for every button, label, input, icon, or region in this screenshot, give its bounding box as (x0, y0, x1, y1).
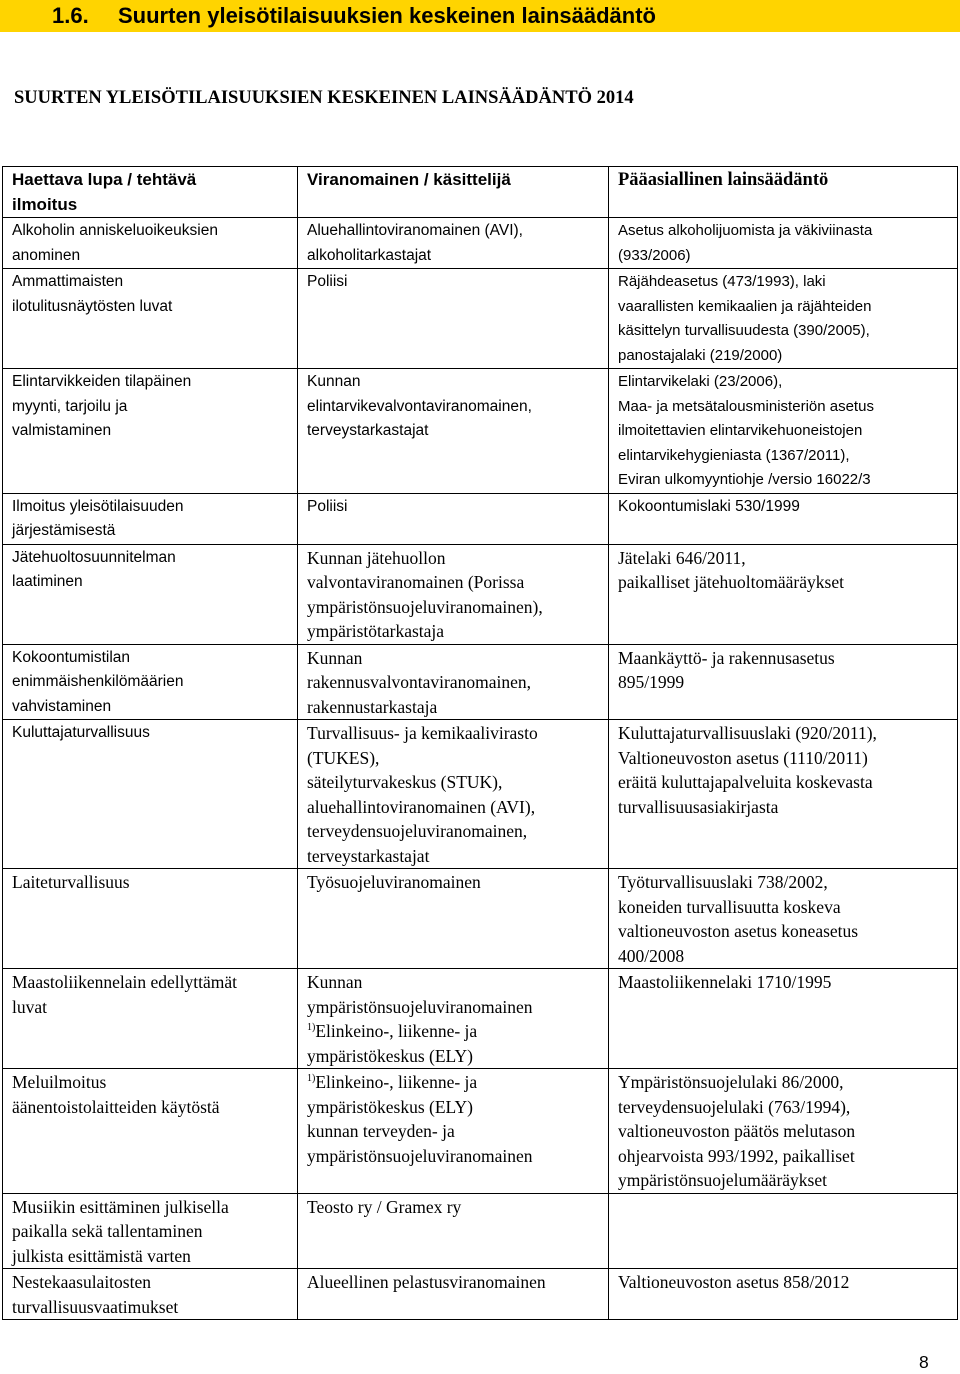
cell-legislation (609, 969, 958, 1069)
cell-line: Maastoliikennelaki 1710/1995 (618, 972, 832, 992)
page-number: 8 (919, 1352, 929, 1372)
cell-authority (298, 1269, 609, 1320)
cell-line: valtioneuvoston päätös melutason (618, 1121, 856, 1141)
cell-line: säteilyturvakeskus (STUK), (307, 772, 503, 792)
table-row (3, 1193, 958, 1269)
cell-legislation (609, 1193, 958, 1269)
cell-line: julkista esittämistä varten (12, 1245, 191, 1266)
cell-line: 400/2008 (618, 945, 685, 966)
table-row (3, 369, 958, 494)
cell-line: ympäristötarkastaja (307, 621, 445, 641)
cell-legislation (609, 1069, 958, 1194)
table-row (3, 218, 958, 269)
cell-task (3, 544, 298, 644)
cell-legislation (609, 218, 958, 269)
table-row (3, 269, 958, 369)
cell-line: Kuluttajaturvallisuus (12, 724, 150, 741)
cell-line: Elintarvikelaki (23/2006), (618, 373, 783, 390)
cell-line: Maa- ja metsätalousministeriön asetus (618, 397, 874, 415)
cell-authority (298, 493, 609, 544)
cell-authority (298, 544, 609, 644)
cell-line: ilmoitettavien elintarvikehuoneistojen (618, 422, 863, 439)
cell-legislation (609, 644, 958, 720)
cell-line: koneiden turvallisuutta koskeva (618, 896, 841, 917)
cell-authority (298, 218, 609, 269)
section-heading (0, 0, 960, 32)
cell-line: vahvistaminen (12, 697, 112, 715)
cell-line: laatiminen (12, 573, 83, 590)
cell-line: kunnan terveyden- ja (307, 1121, 455, 1141)
cell-line: terveydensuojeluviranomainen, (307, 821, 528, 841)
cell-authority (298, 720, 609, 869)
cell-line: Kunnan (307, 972, 363, 992)
cell-legislation (609, 1269, 958, 1320)
cell-line: luvat (12, 996, 47, 1017)
footnote-line (307, 1019, 599, 1044)
cell-line: aluehallintoviranomainen (AVI), (307, 796, 536, 817)
cell-task (3, 720, 298, 869)
cell-line: Työsuojeluviranomainen (307, 872, 481, 892)
cell-line: Jätehuoltosuunnitelman (12, 548, 176, 566)
cell-line: Ammattimaisten (12, 273, 124, 290)
cell-task (3, 218, 298, 269)
cell-line: Räjähdeasetus (473/1993), laki (618, 273, 826, 290)
cell-legislation (609, 369, 958, 494)
header-legislation: Pääasiallinen lainsäädäntö (609, 167, 958, 218)
cell-line: järjestämisestä (12, 522, 116, 539)
header-task-line: Haettava lupa / tehtävä (12, 170, 197, 189)
cell-line: terveydensuojelulaki (763/1994), (618, 1096, 851, 1117)
cell-line: ympäristönsuojeluviranomainen), (307, 596, 543, 617)
cell-line: eräitä kuluttajapalveluita koskevasta (618, 772, 873, 792)
cell-line: valvontaviranomainen (Porissa (307, 572, 525, 592)
cell-line: Kokoontumistilan (12, 648, 131, 666)
cell-legislation (609, 269, 958, 369)
cell-line: vaarallisten kemikaalien ja räjähteiden (618, 297, 872, 315)
cell-task (3, 1069, 298, 1194)
table-row (3, 644, 958, 720)
table-header-row (3, 167, 958, 218)
cell-authority (298, 369, 609, 494)
cell-task (3, 1193, 298, 1269)
header-task-line: ilmoitus (12, 194, 78, 214)
cell-line: Ilmoitus yleisötilaisuuden (12, 497, 184, 515)
table-row (3, 969, 958, 1069)
table-row (3, 869, 958, 969)
cell-line: Elintarvikkeiden tilapäinen (12, 373, 192, 390)
cell-line: Asetus alkoholijuomista ja väkiviinasta (618, 222, 873, 239)
cell-line: 895/1999 (618, 672, 685, 692)
cell-task (3, 869, 298, 969)
cell-line: Aluehallintoviranomainen (AVI), (307, 222, 523, 239)
cell-line: Jätelaki 646/2011, (618, 547, 746, 568)
cell-line: (933/2006) (618, 246, 691, 264)
cell-task (3, 269, 298, 369)
cell-line: terveystarkastajat (307, 845, 430, 866)
cell-line-text: Elinkeino-, liikenne- ja (315, 1072, 478, 1092)
cell-task (3, 969, 298, 1069)
cell-authority (298, 1193, 609, 1269)
cell-line: Kunnan jätehuollon (307, 547, 446, 568)
cell-line: ilotulitusnäytösten luvat (12, 297, 173, 315)
cell-line: Turvallisuus- ja kemikaalivirasto (307, 723, 538, 743)
cell-line: Nestekaasulaitosten (12, 1272, 151, 1292)
cell-line: (TUKES), (307, 747, 380, 768)
legislation-table (2, 166, 958, 1320)
header-task (3, 167, 298, 218)
cell-authority (298, 869, 609, 969)
footnote-line (307, 1070, 599, 1095)
cell-line: ympäristökeskus (ELY) (307, 1096, 473, 1117)
cell-line: Kokoontumislaki 530/1999 (618, 497, 800, 515)
cell-authority (298, 269, 609, 369)
cell-line-text: Elinkeino-, liikenne- ja (315, 1021, 478, 1041)
cell-line: Valtioneuvoston asetus (1110/2011) (618, 747, 868, 768)
table-row (3, 1269, 958, 1320)
cell-line: Laiteturvallisuus (12, 872, 130, 892)
cell-authority (298, 644, 609, 720)
cell-line: terveystarkastajat (307, 422, 429, 439)
cell-task (3, 644, 298, 720)
cell-legislation (609, 493, 958, 544)
cell-line: anominen (12, 246, 81, 264)
cell-line: ohjearvoista 993/1992, paikalliset (618, 1145, 855, 1166)
footnote-marker: 1) (307, 1022, 316, 1033)
cell-line: Meluilmoitus (12, 1072, 107, 1092)
cell-line: turvallisuusvaatimukset (12, 1296, 179, 1317)
table-row (3, 1069, 958, 1194)
cell-line: panostajalaki (219/2000) (618, 346, 783, 364)
section-number: 1.6. (52, 3, 89, 28)
cell-task (3, 1269, 298, 1320)
cell-line: rakennustarkastaja (307, 696, 438, 717)
cell-line: Työturvallisuuslaki 738/2002, (618, 872, 828, 892)
cell-line: paikalla sekä tallentaminen (12, 1221, 203, 1241)
cell-legislation (609, 544, 958, 644)
footnote-marker: 1) (307, 1073, 316, 1084)
document-title: SUURTEN YLEISÖTILAISUUKSIEN KESKEINEN LAINSÄÄDÄNTÖ 2014 (14, 88, 634, 108)
table-row (3, 493, 958, 544)
cell-line: elintarvikehygieniasta (1367/2011), (618, 446, 850, 464)
cell-line: Eviran ulkomyyntiohje /versio 16022/3 (618, 471, 871, 488)
cell-line: Valtioneuvoston asetus 858/2012 (618, 1272, 850, 1292)
cell-line: Teosto ry / Gramex ry (307, 1196, 462, 1217)
cell-task (3, 493, 298, 544)
cell-line: myynti, tarjoilu ja (12, 397, 128, 415)
table-row (3, 720, 958, 869)
cell-line: valmistaminen (12, 422, 112, 439)
header-authority: Viranomainen / käsittelijä (298, 167, 609, 218)
cell-line: enimmäishenkilömäärien (12, 673, 184, 690)
cell-line: Kunnan (307, 647, 363, 668)
cell-line: Alkoholin anniskeluoikeuksien (12, 222, 218, 239)
cell-line: käsittelyn turvallisuudesta (390/2005), (618, 322, 870, 339)
cell-line: Poliisi (307, 273, 348, 290)
cell-line: Poliisi (307, 497, 348, 515)
cell-line: valtioneuvoston asetus koneasetus (618, 921, 859, 941)
cell-line: ympäristönsuojeluviranomainen (307, 1145, 533, 1166)
cell-line: ympäristökeskus (ELY) (307, 1045, 473, 1066)
cell-line: Kuluttajaturvallisuuslaki (920/2011), (618, 723, 877, 743)
section-title: Suurten yleisötilaisuuksien keskeinen lainsäädäntö (118, 3, 656, 28)
cell-line: Alueellinen pelastusviranomainen (307, 1272, 546, 1292)
cell-line: Ympäristönsuojelulaki 86/2000, (618, 1072, 844, 1092)
cell-line: Maastoliikennelain edellyttämät (12, 972, 237, 992)
cell-authority (298, 969, 609, 1069)
cell-line: paikalliset jätehuoltomääräykset (618, 572, 844, 592)
cell-task (3, 369, 298, 494)
cell-legislation (609, 869, 958, 969)
cell-line: Musiikin esittäminen julkisella (12, 1196, 229, 1217)
cell-line: Kunnan (307, 373, 361, 390)
cell-line: Maankäyttö- ja rakennusasetus (618, 647, 835, 668)
cell-line: äänentoistolaitteiden käytöstä (12, 1096, 220, 1117)
cell-line: elintarvikevalvontaviranomainen, (307, 397, 532, 415)
cell-authority (298, 1069, 609, 1194)
table-row (3, 544, 958, 644)
cell-legislation (609, 720, 958, 869)
cell-line: alkoholitarkastajat (307, 246, 432, 264)
cell-line: ympäristönsuojelumääräykset (618, 1170, 827, 1190)
cell-line: turvallisuusasiakirjasta (618, 796, 779, 817)
cell-line: rakennusvalvontaviranomainen, (307, 672, 532, 692)
cell-line: ympäristönsuojeluviranomainen (307, 996, 533, 1017)
